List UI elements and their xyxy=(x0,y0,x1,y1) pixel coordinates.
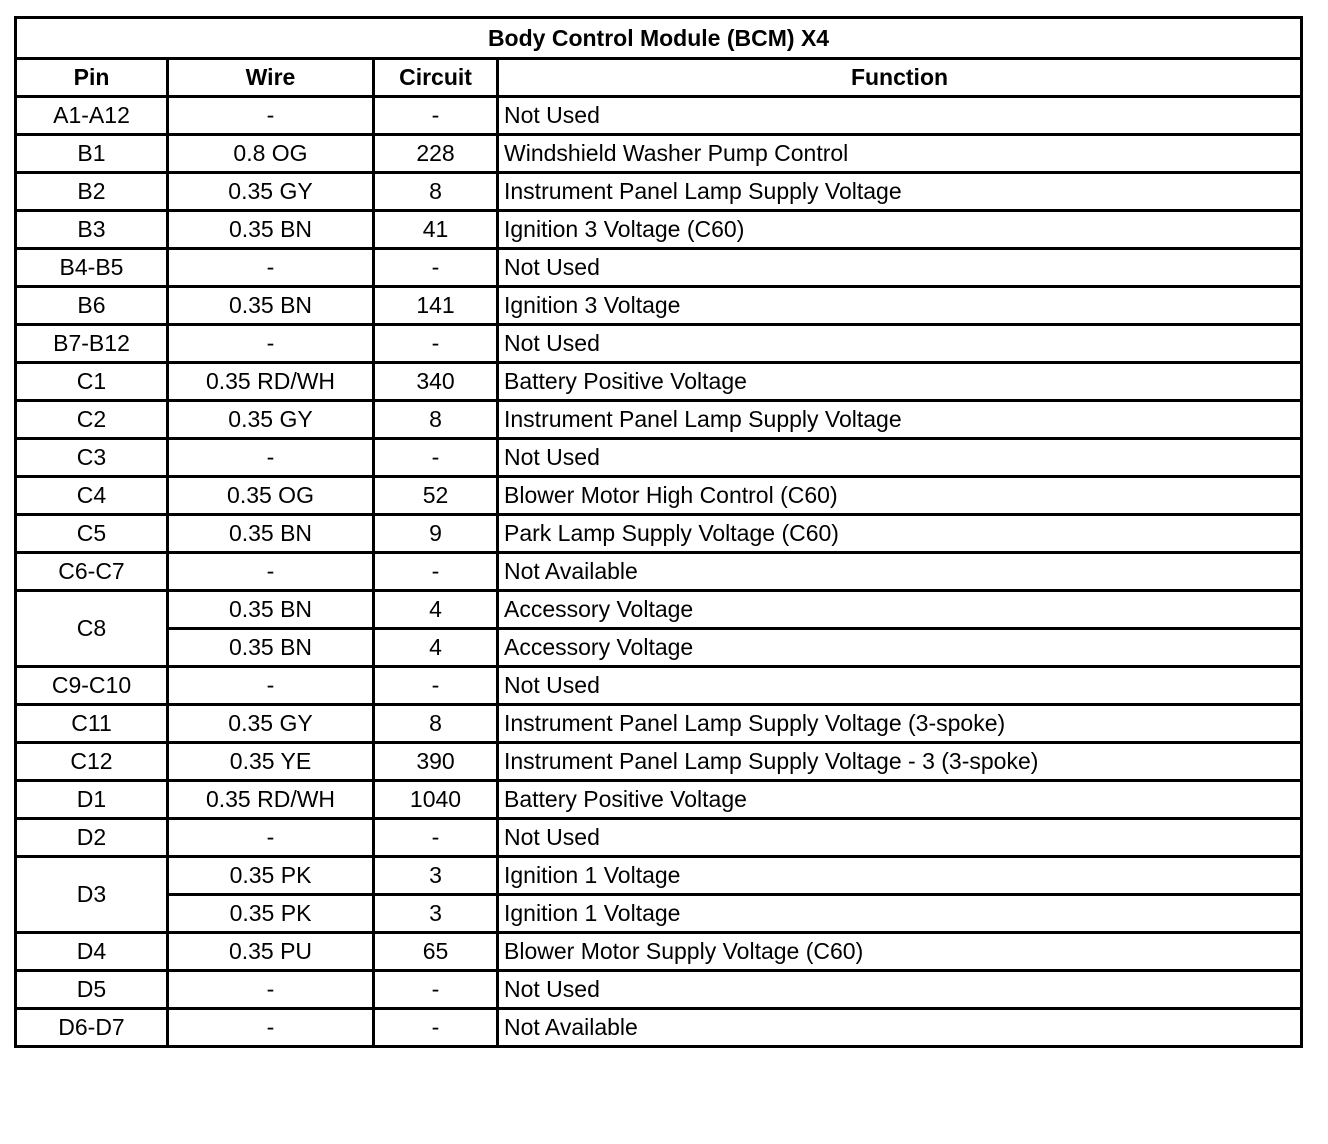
circuit-cell: - xyxy=(374,439,498,477)
table-body xyxy=(16,97,1302,1047)
header-row xyxy=(16,59,1302,97)
header-pin: Pin xyxy=(16,59,168,97)
wire-cell: - xyxy=(168,97,374,135)
pin-cell: C8 xyxy=(16,591,168,667)
table-row xyxy=(16,363,1302,401)
function-cell: Ignition 1 Voltage xyxy=(498,857,1302,895)
function-cell: Not Used xyxy=(498,97,1302,135)
wire-cell: 0.8 OG xyxy=(168,135,374,173)
pin-cell: B3 xyxy=(16,211,168,249)
table-row xyxy=(16,629,1302,667)
pin-cell: B7-B12 xyxy=(16,325,168,363)
circuit-cell: 340 xyxy=(374,363,498,401)
pin-cell: A1-A12 xyxy=(16,97,168,135)
wire-cell: - xyxy=(168,325,374,363)
function-cell: Battery Positive Voltage xyxy=(498,781,1302,819)
table-row xyxy=(16,287,1302,325)
circuit-cell: - xyxy=(374,249,498,287)
circuit-cell: - xyxy=(374,97,498,135)
function-cell: Not Used xyxy=(498,819,1302,857)
wire-cell: 0.35 RD/WH xyxy=(168,781,374,819)
pin-cell: D1 xyxy=(16,781,168,819)
function-cell: Ignition 3 Voltage (C60) xyxy=(498,211,1302,249)
function-cell: Windshield Washer Pump Control xyxy=(498,135,1302,173)
wire-cell: - xyxy=(168,553,374,591)
pin-cell: C12 xyxy=(16,743,168,781)
table-row xyxy=(16,895,1302,933)
pin-cell: B4-B5 xyxy=(16,249,168,287)
wire-cell: 0.35 PK xyxy=(168,857,374,895)
wire-cell: 0.35 GY xyxy=(168,705,374,743)
function-cell: Ignition 3 Voltage xyxy=(498,287,1302,325)
table-row xyxy=(16,819,1302,857)
function-cell: Park Lamp Supply Voltage (C60) xyxy=(498,515,1302,553)
circuit-cell: - xyxy=(374,819,498,857)
connector-table xyxy=(14,16,1303,1048)
wire-cell: 0.35 GY xyxy=(168,401,374,439)
header-function: Function xyxy=(498,59,1302,97)
pin-cell: C9-C10 xyxy=(16,667,168,705)
function-cell: Instrument Panel Lamp Supply Voltage xyxy=(498,173,1302,211)
table-row xyxy=(16,249,1302,287)
circuit-cell: 8 xyxy=(374,401,498,439)
function-cell: Blower Motor Supply Voltage (C60) xyxy=(498,933,1302,971)
function-cell: Not Available xyxy=(498,553,1302,591)
circuit-cell: 3 xyxy=(374,895,498,933)
circuit-cell: 390 xyxy=(374,743,498,781)
circuit-cell: - xyxy=(374,553,498,591)
wire-cell: 0.35 PU xyxy=(168,933,374,971)
function-cell: Instrument Panel Lamp Supply Voltage (3-spoke) xyxy=(498,705,1302,743)
wire-cell: - xyxy=(168,249,374,287)
circuit-cell: 8 xyxy=(374,173,498,211)
wire-cell: 0.35 BN xyxy=(168,287,374,325)
function-cell: Blower Motor High Control (C60) xyxy=(498,477,1302,515)
circuit-cell: 4 xyxy=(374,591,498,629)
pin-cell: C11 xyxy=(16,705,168,743)
pin-cell: D6-D7 xyxy=(16,1009,168,1047)
pin-cell: C3 xyxy=(16,439,168,477)
wire-cell: - xyxy=(168,971,374,1009)
pin-cell: D5 xyxy=(16,971,168,1009)
table-row xyxy=(16,933,1302,971)
wire-cell: - xyxy=(168,439,374,477)
table-row xyxy=(16,591,1302,629)
table-row xyxy=(16,743,1302,781)
table-row xyxy=(16,401,1302,439)
circuit-cell: 3 xyxy=(374,857,498,895)
title-row xyxy=(16,18,1302,59)
table-row xyxy=(16,515,1302,553)
wire-cell: 0.35 BN xyxy=(168,591,374,629)
pin-cell: D2 xyxy=(16,819,168,857)
table-row xyxy=(16,667,1302,705)
wire-cell: 0.35 YE xyxy=(168,743,374,781)
function-cell: Accessory Voltage xyxy=(498,629,1302,667)
circuit-cell: - xyxy=(374,325,498,363)
table-row xyxy=(16,971,1302,1009)
header-circuit: Circuit xyxy=(374,59,498,97)
circuit-cell: 41 xyxy=(374,211,498,249)
table-row xyxy=(16,705,1302,743)
table-row xyxy=(16,857,1302,895)
pin-cell: B6 xyxy=(16,287,168,325)
table-row xyxy=(16,439,1302,477)
circuit-cell: 52 xyxy=(374,477,498,515)
pin-cell: B1 xyxy=(16,135,168,173)
wire-cell: - xyxy=(168,1009,374,1047)
header-wire: Wire xyxy=(168,59,374,97)
pin-cell: D4 xyxy=(16,933,168,971)
wire-cell: 0.35 BN xyxy=(168,211,374,249)
wire-cell: - xyxy=(168,667,374,705)
pin-cell: C1 xyxy=(16,363,168,401)
wire-cell: 0.35 RD/WH xyxy=(168,363,374,401)
function-cell: Instrument Panel Lamp Supply Voltage - 3 (3-spoke) xyxy=(498,743,1302,781)
function-cell: Battery Positive Voltage xyxy=(498,363,1302,401)
table-row xyxy=(16,325,1302,363)
table-row xyxy=(16,211,1302,249)
circuit-cell: - xyxy=(374,667,498,705)
circuit-cell: - xyxy=(374,1009,498,1047)
pin-cell: D3 xyxy=(16,857,168,933)
wire-cell: 0.35 BN xyxy=(168,515,374,553)
pin-cell: C2 xyxy=(16,401,168,439)
function-cell: Not Used xyxy=(498,249,1302,287)
table-row xyxy=(16,781,1302,819)
function-cell: Instrument Panel Lamp Supply Voltage xyxy=(498,401,1302,439)
function-cell: Not Used xyxy=(498,667,1302,705)
circuit-cell: - xyxy=(374,971,498,1009)
function-cell: Not Used xyxy=(498,971,1302,1009)
table-row xyxy=(16,173,1302,211)
function-cell: Not Used xyxy=(498,325,1302,363)
wire-cell: 0.35 BN xyxy=(168,629,374,667)
pin-cell: B2 xyxy=(16,173,168,211)
pin-cell: C4 xyxy=(16,477,168,515)
function-cell: Not Used xyxy=(498,439,1302,477)
circuit-cell: 65 xyxy=(374,933,498,971)
circuit-cell: 228 xyxy=(374,135,498,173)
table-row xyxy=(16,1009,1302,1047)
function-cell: Not Available xyxy=(498,1009,1302,1047)
table-title: Body Control Module (BCM) X4 xyxy=(16,18,1302,59)
table-row xyxy=(16,477,1302,515)
wire-cell: 0.35 GY xyxy=(168,173,374,211)
wire-cell: 0.35 OG xyxy=(168,477,374,515)
circuit-cell: 8 xyxy=(374,705,498,743)
wire-cell: 0.35 PK xyxy=(168,895,374,933)
pin-cell: C5 xyxy=(16,515,168,553)
circuit-cell: 9 xyxy=(374,515,498,553)
pin-cell: C6-C7 xyxy=(16,553,168,591)
circuit-cell: 4 xyxy=(374,629,498,667)
circuit-cell: 141 xyxy=(374,287,498,325)
table-row xyxy=(16,135,1302,173)
function-cell: Ignition 1 Voltage xyxy=(498,895,1302,933)
wire-cell: - xyxy=(168,819,374,857)
circuit-cell: 1040 xyxy=(374,781,498,819)
function-cell: Accessory Voltage xyxy=(498,591,1302,629)
table-row xyxy=(16,97,1302,135)
table-row xyxy=(16,553,1302,591)
